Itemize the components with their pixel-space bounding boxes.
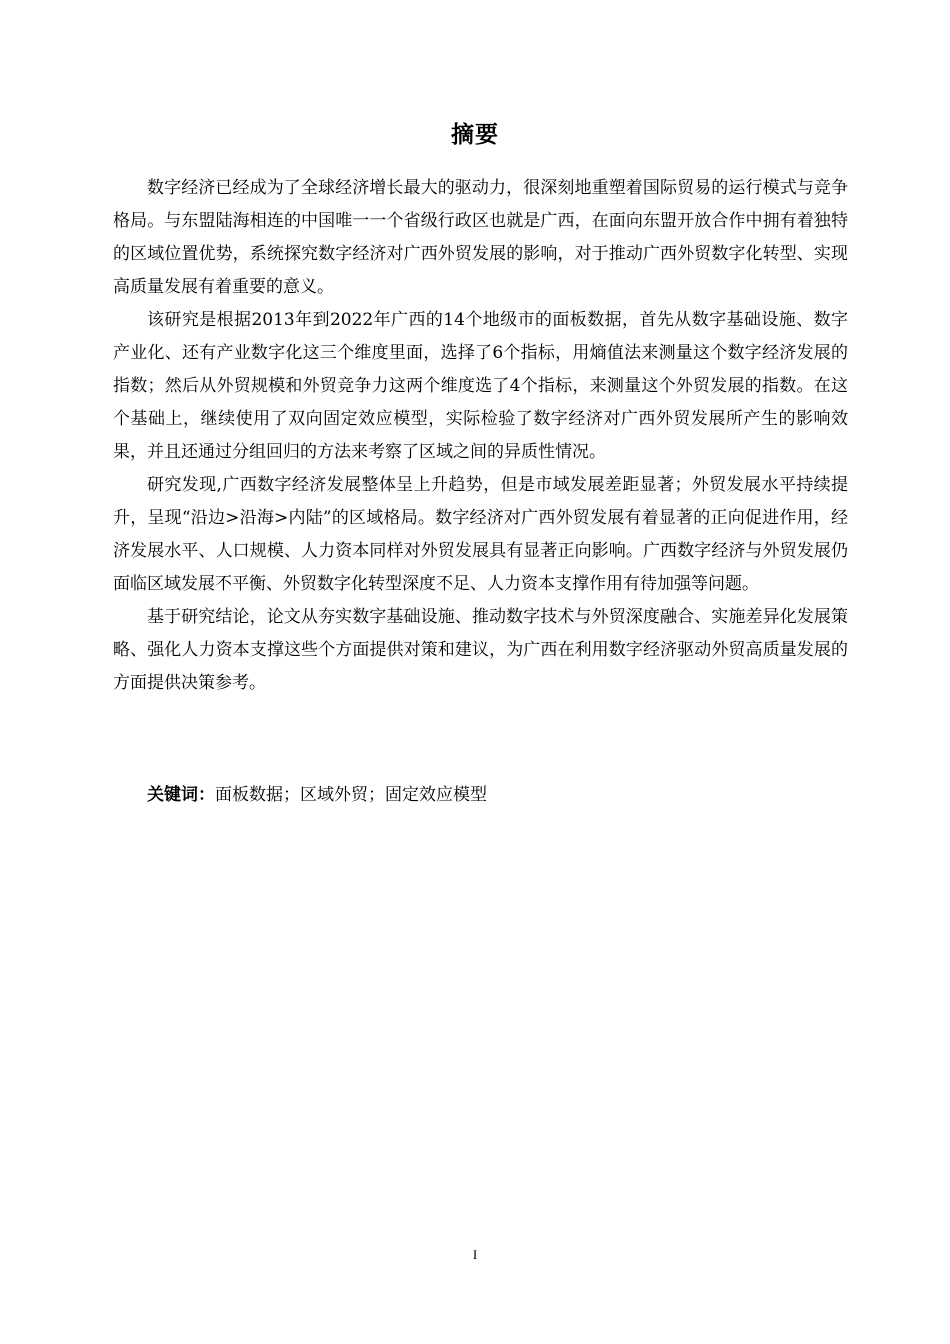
keywords-label: 关键词：	[147, 785, 215, 805]
abstract-body	[113, 172, 848, 700]
abstract-paragraph-2: 该研究是根据2013年到2022年广西的14个地级市的面板数据，首先从数字基础设施、数字产业化、还有产业数字化这三个维度里面，选择了6个指标，用熵值法来测量这个数字经济发展的指数；然后从外贸规模和外贸竞争力这两个维度选了4个指标，来测量这个外贸发展的指数。在这个基础上，继续使用了双向固定效应模型，实际检验了数字经济对广西外贸发展所产生的影响效果，并且还通过分组回归的方法来考察了区域之间的异质性情况。	[113, 310, 848, 462]
abstract-paragraph-3: 研究发现,广西数字经济发展整体呈上升趋势，但是市域发展差距显著；外贸发展水平持续提升，呈现“沿边>沿海>内陆”的区域格局。数字经济对广西外贸发展有着显著的正向促进作用，经济发展水平、人口规模、人力资本同样对外贸发展具有显著正向影响。广西数字经济与外贸发展仍面临区域发展不平衡、外贸数字化转型深度不足、人力资本支撑作用有待加强等问题。	[113, 475, 848, 594]
keywords-line	[147, 781, 847, 809]
page-number: I	[472, 1247, 478, 1262]
abstract-title: 摘要	[451, 122, 499, 148]
abstract-paragraph-4: 基于研究结论，论文从夯实数字基础设施、推动数字技术与外贸深度融合、实施差异化发展策略、强化人力资本支撑这些个方面提供对策和建议，为广西在利用数字经济驱动外贸高质量发展的方面提供决策参考。	[113, 607, 848, 693]
keywords-text: 面板数据；区域外贸；固定效应模型	[215, 785, 487, 805]
abstract-paragraph-1: 数字经济已经成为了全球经济增长最大的驱动力，很深刻地重塑着国际贸易的运行模式与竞争格局。与东盟陆海相连的中国唯一一个省级行政区也就是广西，在面向东盟开放合作中拥有着独特的区域位置优势，系统探究数字经济对广西外贸发展的影响，对于推动广西外贸数字化转型、实现高质量发展有着重要的意义。	[113, 178, 848, 297]
